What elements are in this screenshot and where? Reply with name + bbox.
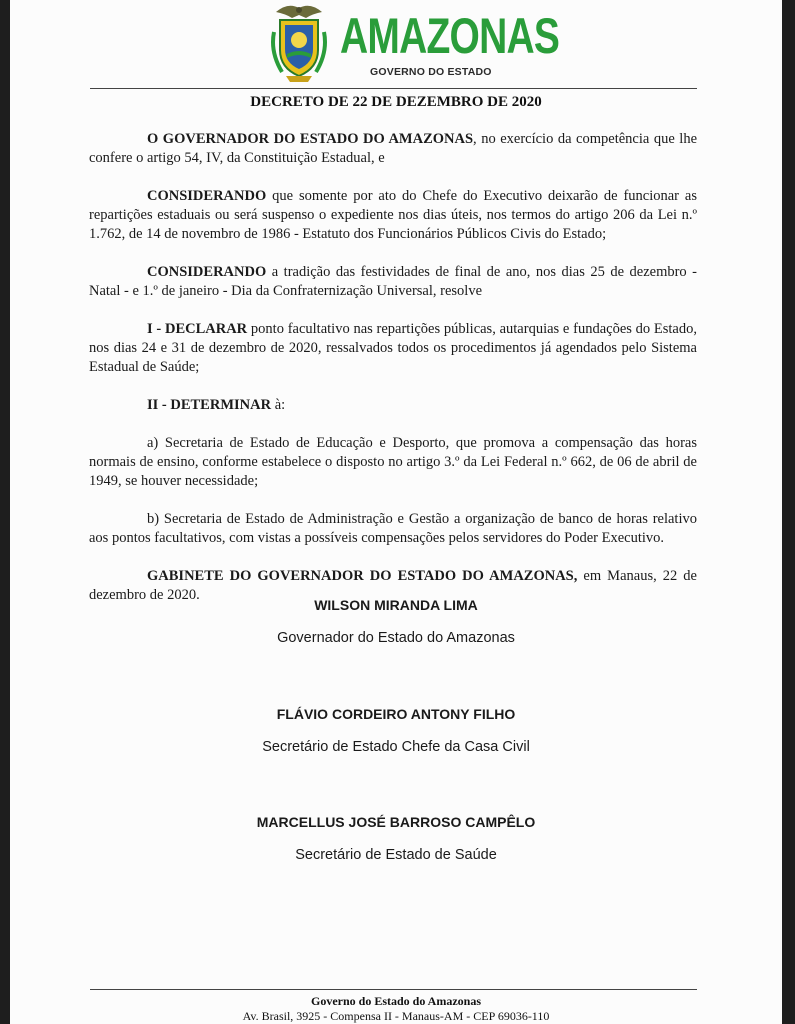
determinar-bold: II - DETERMINAR bbox=[147, 397, 272, 413]
signature-block-casa-civil bbox=[10, 706, 782, 755]
signatory-role: Secretário de Estado Chefe da Casa Civil bbox=[262, 739, 530, 755]
declarar-bold: I - DECLARAR bbox=[147, 321, 248, 337]
footer bbox=[10, 994, 782, 1024]
letterhead bbox=[10, 0, 782, 88]
considerando-1-bold: CONSIDERANDO bbox=[147, 188, 267, 204]
brand-title: AMAZONAS bbox=[340, 8, 560, 64]
item-a-text: a) Secretaria de Estado de Educação e Desporto, que promova a compensação das horas normais de ensino, conforme estabelece o disposto no artigo 3.º da Lei Federal n.º 662, de 06 de abril de 1949, se houver necessidade; bbox=[89, 435, 697, 489]
signatory-name: MARCELLUS JOSÉ BARROSO CAMPÊLO bbox=[256, 814, 536, 830]
amazonas-coat-of-arms-icon bbox=[268, 2, 330, 84]
paragraph-item-a bbox=[89, 434, 697, 491]
footer-divider bbox=[90, 989, 697, 990]
declarar-text: ponto facultativo nas repartições públicas, autarquias e fundações do Estado, nos dias 24 e 31 de dezembro de 2020, ressalvados todos os procedimentos já agendados pelo Sistema Estadual de Saúde; bbox=[89, 321, 697, 375]
footer-address: Av. Brasil, 3925 - Compensa II - Manaus-AM - CEP 69036-110 bbox=[242, 1009, 550, 1023]
paragraph-considerando-1 bbox=[89, 187, 697, 244]
signatory-name: WILSON MIRANDA LIMA bbox=[314, 597, 478, 613]
considerando-1-text: que somente por ato do Chefe do Executivo deixarão de funcionar as repartições estaduais ou será suspenso o expediente nos dias úteis, nos termos do artigo 206 da Lei n.º 1.762, de 14 de novembro de 1986 - Estatuto dos Funcionários Públicos Civis do Estado; bbox=[89, 188, 697, 242]
preamble-text: , no exercício da competência que lhe confere o artigo 54, IV, da Constituição Estadual, e bbox=[89, 131, 698, 166]
signature-block-governor bbox=[10, 597, 782, 646]
paragraph-declarar bbox=[89, 320, 697, 377]
decree-title: DECRETO DE 22 DE DEZEMBRO DE 2020 bbox=[250, 94, 542, 110]
document-page bbox=[10, 0, 782, 1024]
considerando-2-bold: CONSIDERANDO bbox=[147, 264, 267, 280]
paragraph-determinar bbox=[89, 396, 697, 415]
signatory-name: FLÁVIO CORDEIRO ANTONY FILHO bbox=[276, 706, 516, 722]
paragraph-considerando-2 bbox=[89, 263, 697, 301]
considerando-2-text: a tradição das festividades de final de ano, nos dias 25 de dezembro - Natal - e 1.º de janeiro - Dia da Confraternização Universal, resolve bbox=[89, 264, 697, 299]
signatory-role: Secretário de Estado de Saúde bbox=[295, 847, 497, 863]
determinar-text: à: bbox=[271, 397, 286, 413]
gabinete-bold: GABINETE DO GOVERNADOR DO ESTADO DO AMAZONAS, bbox=[147, 568, 578, 584]
gabinete-text: em Manaus, 22 de dezembro de 2020. bbox=[89, 568, 697, 603]
signatory-role: Governador do Estado do Amazonas bbox=[277, 630, 515, 646]
preamble-bold: O GOVERNADOR DO ESTADO DO AMAZONAS bbox=[147, 131, 474, 147]
paragraph-preamble bbox=[89, 130, 697, 168]
brand-subtitle: GOVERNO DO ESTADO bbox=[370, 66, 492, 78]
decree-body bbox=[89, 130, 697, 605]
header-divider bbox=[90, 88, 697, 89]
paragraph-item-b bbox=[89, 510, 697, 548]
footer-org: Governo do Estado do Amazonas bbox=[310, 994, 482, 1008]
signature-block-saude bbox=[10, 814, 782, 863]
item-b-text: b) Secretaria de Estado de Administração e Gestão a organização de banco de horas relativo aos pontos facultativos, com vistas a possíveis compensações pelos servidores do Poder Executivo. bbox=[89, 511, 697, 546]
